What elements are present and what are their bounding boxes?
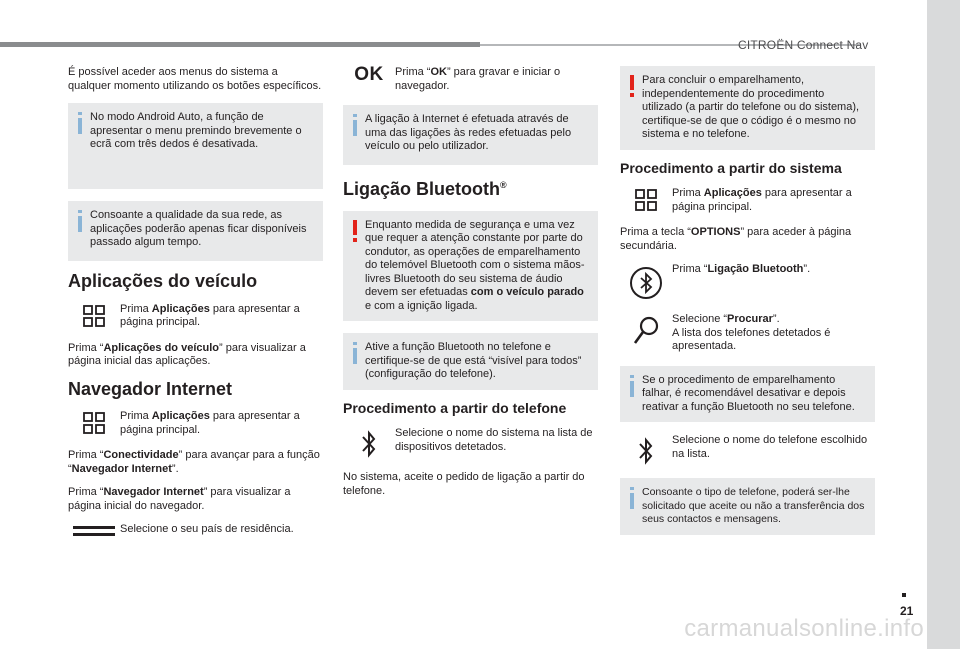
column-1 (68, 66, 323, 549)
registered-mark: ® (500, 180, 507, 190)
note-text: No modo Android Auto, a função de apresentar o menu premindo brevemente o ecrã com três dedos é desativada. (90, 111, 302, 150)
text-bold: OK (430, 66, 447, 78)
step-ok (343, 66, 598, 93)
info-note-bluetooth (343, 333, 598, 390)
note-text: Ative a função Bluetooth no telefone e certifique-se de que está “visível para todos” (configuração do telefone). (365, 341, 582, 380)
info-icon (349, 114, 361, 136)
header-rule (0, 42, 480, 47)
text: A lista dos telefones detetados é apresentada. (672, 326, 831, 352)
browser-paragraph-1 (68, 449, 323, 476)
input-field-icon (72, 525, 116, 537)
text: ”. (803, 263, 811, 275)
text: Prima a tecla “ (620, 226, 691, 238)
heading-bluetooth (343, 179, 598, 197)
text-bold: Aplicações (151, 410, 210, 422)
step-apps (68, 303, 323, 330)
applications-grid-icon (83, 412, 105, 434)
info-note-pairing-fail (620, 366, 875, 423)
text-bold: Conectividade (103, 449, 179, 461)
text: Selecione o nome do telefone escolhido na lista. (672, 434, 868, 460)
note-text: A ligação à Internet é efetuada através de uma das ligações às redes efetuadas pelo veículo ou pelo utilizador. (365, 113, 572, 152)
text: Ligação Bluetooth (343, 179, 500, 199)
note-text: Consoante o tipo de telefone, poderá ser-lhe solicitado que aceite ou não a transferência dos seus contactos e mensagens. (642, 486, 865, 525)
info-icon (626, 487, 638, 509)
text-bold: OPTIONS (690, 226, 741, 238)
text-bold: Procurar (727, 313, 773, 325)
bluetooth-circle-icon (628, 265, 664, 301)
step-select-phone (620, 434, 875, 466)
text: ” para avançar para a função “ (68, 449, 320, 475)
info-icon (74, 112, 86, 134)
info-note-phone-type (620, 478, 875, 535)
text: Selecione “ (672, 313, 728, 325)
watermark: carmanualsonline.info (684, 615, 924, 642)
browser-paragraph-2 (68, 486, 323, 513)
text: Selecione o seu país de residência. (120, 523, 294, 535)
applications-grid-icon (635, 189, 657, 211)
search-icon (631, 315, 661, 347)
text-bold: Navegador Internet (103, 486, 204, 498)
warning-icon (626, 75, 638, 97)
step-bluetooth-connection (620, 263, 875, 301)
step-phone-select (343, 427, 598, 459)
text: ”. (772, 313, 780, 325)
info-note-android-auto (68, 103, 323, 189)
column-2 (343, 66, 598, 508)
step-search (620, 313, 875, 354)
text: para apresentar a página principal. (672, 187, 852, 213)
step-country (68, 523, 323, 537)
bluetooth-icon (361, 429, 377, 459)
text: para apresentar a página principal. (120, 302, 300, 328)
warning-note-code (620, 66, 875, 150)
text: Prima “ (68, 341, 104, 354)
text: ” para visualizar a página inicial do navegador. (68, 486, 291, 512)
text: Prima (672, 187, 704, 199)
page-number: 21 (900, 604, 914, 618)
text-bold: Aplicações (151, 302, 210, 315)
text-bold: Ligação Bluetooth (707, 263, 804, 275)
warning-note-safety (343, 211, 598, 322)
text: para apresentar a página principal. (120, 410, 300, 436)
note-text: Se o procedimento de emparelhamento falhar, é recomendável desativar e depois reativar a função Bluetooth no seu telefone. (642, 373, 855, 413)
text: Prima “ (672, 263, 708, 275)
info-icon (74, 210, 86, 232)
intro-paragraph: É possível aceder aos menus do sistema a qualquer momento utilizando os botões específicos. (68, 66, 322, 92)
apps-paragraph (68, 342, 323, 369)
text: Enquanto medida de segurança e uma vez que requer a atenção constante por parte do condutor, as operações de emparelhamento do telemóvel Bluetooth com o sistema mãos-livres Bluetooth do seu sistema de áudio devem ser efetuadas (365, 218, 585, 298)
info-icon (626, 375, 638, 397)
page-marker (902, 593, 906, 597)
bluetooth-icon (638, 436, 654, 466)
text: Prima (120, 302, 152, 315)
text: ” para visualizar a página inicial das aplicações. (68, 341, 306, 367)
text: Prima (120, 410, 152, 422)
phone-paragraph: No sistema, aceite o pedido de ligação a partir do telefone. (343, 471, 585, 497)
ok-icon: OK (354, 64, 384, 85)
applications-grid-icon (83, 305, 105, 327)
brand-header: CITROËN Connect Nav (738, 38, 869, 52)
info-note-internet (343, 105, 598, 165)
page-edge-strip (927, 0, 960, 649)
heading-system-procedure: Procedimento a partir do sistema (620, 159, 842, 176)
text: ” para gravar e iniciar o navegador. (395, 66, 561, 92)
text: ”. (171, 462, 179, 475)
column-3 (620, 66, 875, 547)
warning-icon (349, 220, 361, 242)
text: Prima “ (68, 449, 104, 461)
text-bold: com o veículo parado (470, 286, 584, 298)
heading-vehicle-apps: Aplicações do veículo (68, 271, 258, 291)
options-paragraph (620, 226, 875, 253)
text: e com a ignição ligada. (365, 299, 478, 312)
heading-internet-browser: Navegador Internet (68, 378, 233, 399)
text-bold: Aplicações do veículo (103, 341, 219, 354)
text: ” para aceder à página secundária. (620, 226, 852, 252)
step-browser-apps (68, 410, 323, 437)
step-system-apps (620, 187, 875, 214)
heading-phone-procedure: Procedimento a partir do telefone (343, 399, 567, 416)
note-text: Consoante a qualidade da sua rede, as aplicações poderão apenas ficar disponíveis passado algum tempo. (90, 209, 307, 248)
text: Prima “ (68, 486, 104, 498)
text-bold: Navegador Internet (71, 462, 172, 475)
info-note-network (68, 201, 323, 261)
note-text: Para concluir o emparelhamento, independentemente do procedimento utilizado (a partir do telefone ou do sistema), certifique-se de que o código é o mesmo no sistema e no telefone. (642, 74, 860, 140)
info-icon (349, 342, 361, 364)
text: Prima “ (395, 66, 431, 78)
text: Selecione o nome do sistema na lista de dispositivos detetados. (395, 427, 593, 453)
text-bold: Aplicações (703, 187, 762, 199)
